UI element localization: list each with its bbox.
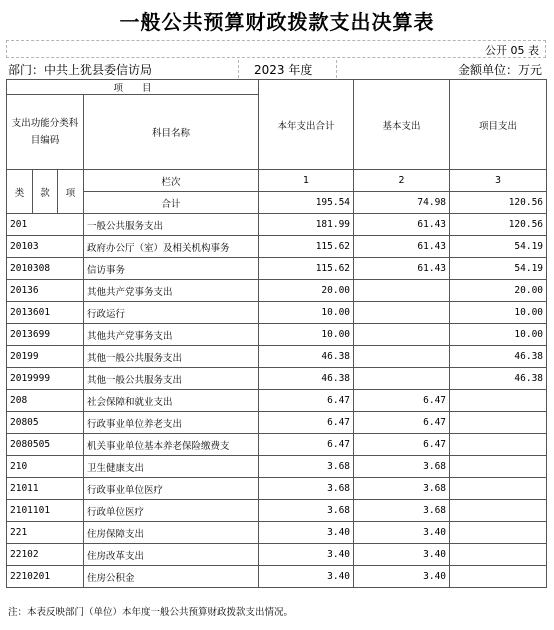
amount-project: 20.00 (450, 280, 547, 302)
total-label: 合计 (84, 192, 259, 214)
amount-project (450, 522, 547, 544)
amount-project (450, 566, 547, 588)
table-row (7, 324, 547, 346)
header-kuan: 款 (33, 170, 58, 214)
footnote: 注：本表反映部门（单位）本年度一般公共预算财政拨款支出情况。 (8, 607, 294, 618)
subject-code: 20199 (7, 346, 84, 368)
subject-name: 社会保障和就业支出 (84, 390, 259, 412)
header-name: 科目名称 (84, 95, 259, 170)
amount-basic: 6.47 (354, 412, 450, 434)
amount-project (450, 412, 547, 434)
department-label: 部门：中共上犹县委信访局 (8, 63, 153, 77)
subject-name: 行政运行 (84, 302, 259, 324)
amount-basic: 6.47 (354, 434, 450, 456)
amount-total: 10.00 (259, 302, 354, 324)
table-row (7, 236, 547, 258)
amount-total: 46.38 (259, 368, 354, 390)
amount-basic (354, 302, 450, 324)
subject-name: 其他一般公共服务支出 (84, 368, 259, 390)
amount-basic: 3.40 (354, 522, 450, 544)
table-row (7, 368, 547, 390)
subject-name: 一般公共服务支出 (84, 214, 259, 236)
total-basic: 74.98 (354, 192, 450, 214)
subject-name: 信访事务 (84, 258, 259, 280)
subject-code: 2013699 (7, 324, 84, 346)
amount-project: 54.19 (450, 236, 547, 258)
subject-name: 住房公积金 (84, 566, 259, 588)
amount-project (450, 500, 547, 522)
subject-name: 卫生健康支出 (84, 456, 259, 478)
header-code-group: 支出功能分类科目编码 (7, 95, 84, 170)
amount-project (450, 390, 547, 412)
table-row (7, 522, 547, 544)
table-row (7, 390, 547, 412)
amount-basic (354, 324, 450, 346)
table-row (7, 478, 547, 500)
subject-code: 221 (7, 522, 84, 544)
subject-name: 行政事业单位养老支出 (84, 412, 259, 434)
subject-code: 22102 (7, 544, 84, 566)
total-amount: 195.54 (259, 192, 354, 214)
table-row (7, 412, 547, 434)
amount-basic: 3.40 (354, 544, 450, 566)
amount-project (450, 456, 547, 478)
header-seq: 栏次 (84, 170, 259, 192)
subject-name: 住房保障支出 (84, 522, 259, 544)
subject-code: 2101101 (7, 500, 84, 522)
column-number-3: 3 (450, 170, 547, 192)
header-row-seq (7, 170, 547, 192)
year-label: 2023 年度 (254, 63, 313, 77)
amount-project: 54.19 (450, 258, 547, 280)
subject-code: 210 (7, 456, 84, 478)
amount-project: 120.56 (450, 214, 547, 236)
total-project: 120.56 (450, 192, 547, 214)
table-row (7, 434, 547, 456)
subject-code: 2080505 (7, 434, 84, 456)
column-number-1: 1 (259, 170, 354, 192)
form-number: 公开 05 表 (485, 44, 539, 57)
amount-basic: 3.40 (354, 566, 450, 588)
amount-project: 10.00 (450, 302, 547, 324)
table-row (7, 346, 547, 368)
header-row-item (7, 80, 547, 95)
amount-basic (354, 280, 450, 302)
amount-project (450, 478, 547, 500)
amount-basic (354, 368, 450, 390)
subject-code: 2210201 (7, 566, 84, 588)
form-number-bar (6, 40, 546, 58)
amount-total: 3.68 (259, 478, 354, 500)
amount-total: 6.47 (259, 412, 354, 434)
amount-total: 115.62 (259, 236, 354, 258)
total-row (7, 192, 547, 214)
amount-total: 20.00 (259, 280, 354, 302)
amount-basic (354, 346, 450, 368)
amount-project (450, 434, 547, 456)
amount-basic: 6.47 (354, 390, 450, 412)
subject-name: 行政事业单位医疗 (84, 478, 259, 500)
amount-total: 3.40 (259, 522, 354, 544)
amount-basic: 61.43 (354, 236, 450, 258)
amount-total: 3.68 (259, 456, 354, 478)
amount-basic: 61.43 (354, 214, 450, 236)
subject-code: 2019999 (7, 368, 84, 390)
subject-name: 其他共产党事务支出 (84, 280, 259, 302)
subject-name: 其他一般公共服务支出 (84, 346, 259, 368)
table-row (7, 456, 547, 478)
amount-project: 46.38 (450, 368, 547, 390)
amount-total: 3.40 (259, 544, 354, 566)
table-row (7, 214, 547, 236)
subject-code: 201 (7, 214, 84, 236)
table-row (7, 566, 547, 588)
header-item: 项 目 (7, 80, 259, 95)
table-row (7, 302, 547, 324)
subject-code: 2013601 (7, 302, 84, 324)
subject-code: 21011 (7, 478, 84, 500)
subject-name: 住房改革支出 (84, 544, 259, 566)
amount-total: 46.38 (259, 346, 354, 368)
expenditure-table (6, 79, 547, 588)
subject-name: 行政单位医疗 (84, 500, 259, 522)
table-row (7, 280, 547, 302)
report-header (6, 60, 546, 78)
unit-label: 金额单位：万元 (457, 63, 542, 77)
amount-total: 3.68 (259, 500, 354, 522)
table-row (7, 258, 547, 280)
amount-basic: 3.68 (354, 500, 450, 522)
amount-basic: 61.43 (354, 258, 450, 280)
subject-code: 208 (7, 390, 84, 412)
subject-name: 其他共产党事务支出 (84, 324, 259, 346)
amount-total: 3.40 (259, 566, 354, 588)
table-row (7, 544, 547, 566)
amount-basic: 3.68 (354, 478, 450, 500)
header-lei: 类 (7, 170, 33, 214)
header-total: 本年支出合计 (259, 80, 354, 170)
header-basic: 基本支出 (354, 80, 450, 170)
amount-basic: 3.68 (354, 456, 450, 478)
subject-name: 政府办公厅（室）及相关机构事务 (84, 236, 259, 258)
amount-total: 181.99 (259, 214, 354, 236)
subject-code: 20103 (7, 236, 84, 258)
amount-total: 10.00 (259, 324, 354, 346)
amount-project (450, 544, 547, 566)
table-row (7, 500, 547, 522)
column-number-2: 2 (354, 170, 450, 192)
header-project: 项目支出 (450, 80, 547, 170)
subject-code: 2010308 (7, 258, 84, 280)
amount-project: 46.38 (450, 346, 547, 368)
amount-total: 115.62 (259, 258, 354, 280)
amount-total: 6.47 (259, 390, 354, 412)
header-xiang: 项 (58, 170, 84, 214)
amount-total: 6.47 (259, 434, 354, 456)
header-divider (238, 60, 239, 78)
header-divider (336, 60, 337, 78)
subject-code: 20136 (7, 280, 84, 302)
page-title: 一般公共预算财政拨款支出决算表 (119, 10, 435, 34)
subject-name: 机关事业单位基本养老保险缴费支 (84, 434, 259, 456)
amount-project: 10.00 (450, 324, 547, 346)
subject-code: 20805 (7, 412, 84, 434)
